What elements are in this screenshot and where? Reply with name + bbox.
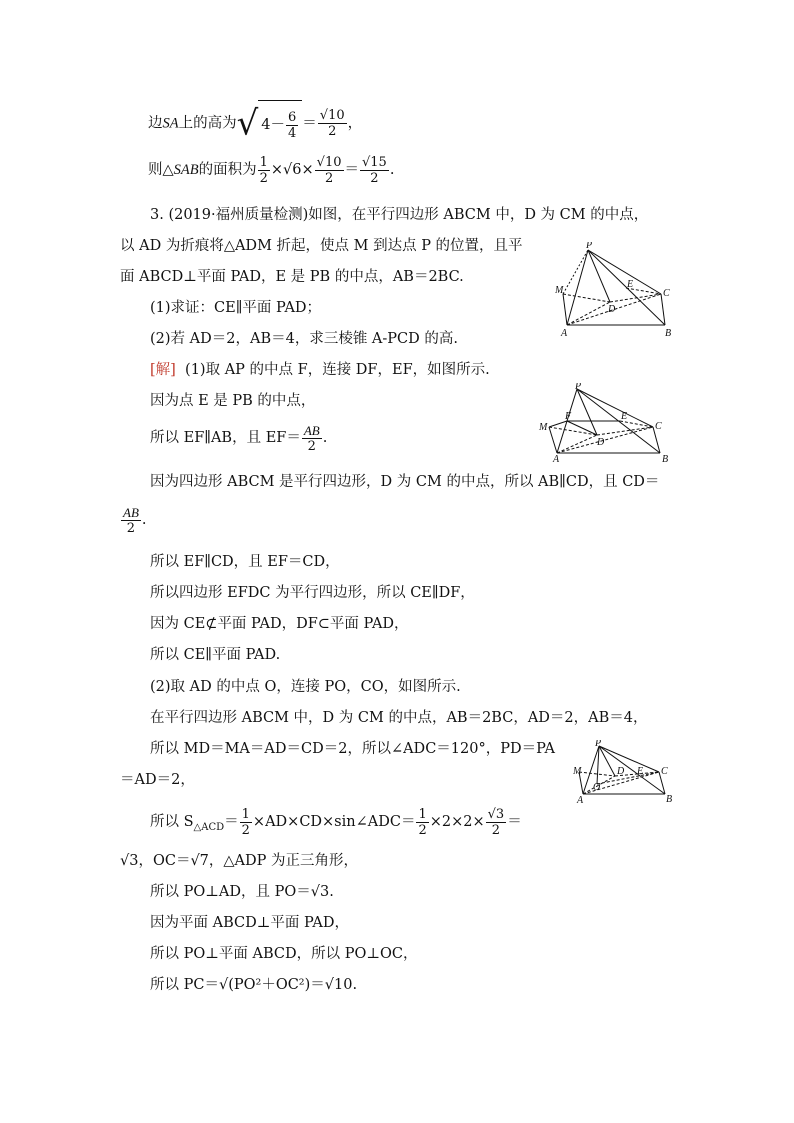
label-B: B [666,794,673,805]
solution-line-5: $\frac{AB}{2}$ . [123,504,147,536]
label-M: M [539,422,548,433]
area-line: 则△SAB的面积为 $\frac{1}{2}$ ×√6× $\frac{√10}{2}$ ＝ $\frac{√15}{2}$ . [148,154,395,186]
question-2: (2)若 AD＝2，AB＝4，求三棱锥 A-PCD 的高. [150,331,458,347]
solution-line-9: 所以 CE∥平面 PAD. [150,647,281,663]
label-M: M [573,766,582,777]
solution-line-12: 所以 MD＝MA＝AD＝CD＝2，所以∠ADC＝120°，PD＝PA [150,741,555,757]
label-E: E [621,411,628,422]
label-M: M [555,285,564,296]
label-D: D [608,304,616,315]
label-O: O [593,782,601,793]
label-C: C [661,766,668,777]
solution-line-1: [解] (1)取 AP 的中点 F，连接 DF，EF，如图所示. [150,362,490,378]
question-1: (1)求证：CE∥平面 PAD； [150,300,322,316]
solution-line-2: 因为点 E 是 PB 的中点， [150,393,316,409]
label-E: E [627,279,634,290]
label-F: F [565,411,572,422]
figure-1-diagram [555,242,685,342]
solution-line-14: 所以 $S_{\triangle ACD}=$ $\frac{1}{2}$ ×AD×CD×sin∠ADC＝ $\frac{1}{2}$ ×2×2× $\frac{√3}{2}$ ＝ [150,806,522,838]
label-B: B [662,454,669,463]
solution-line-16: 所以 PO⊥AD，且 PO＝√3. [150,884,334,900]
height-line: 边SA上的高为√ 4－ $\frac{6}{4}$ ＝ $\frac{√10}{2}$ ， [148,100,362,144]
solution-line-3: 所以 EF∥AB，且 EF＝ $\frac{AB}{2}$ . [150,422,328,454]
problem-line-1: 3. (2019·福州质量检测)如图，在平行四边形 ABCM 中，D 为 CM 的中点， [150,207,649,223]
solution-line-7: 所以四边形 EFDC 为平行四边形，所以 CE∥DF， [150,585,475,601]
figure-3-diagram [573,740,678,805]
solution-tag: [解] [150,362,176,378]
sqrt-expression: √ 4－ $\frac{6}{4}$ [237,100,303,147]
problem-line-2: 以 AD 为折痕将△ADM 折起，使点 M 到达点 P 的位置，且平 [120,238,523,254]
label-C: C [663,288,670,299]
solution-line-6: 所以 EF∥CD，且 EF＝CD， [150,554,340,570]
solution-line-11: 在平行四边形 ABCM 中，D 为 CM 的中点，AB＝2BC，AD＝2，AB＝4， [150,710,648,726]
solution-line-10: (2)取 AD 的中点 O，连接 PO，CO，如图所示. [150,679,461,695]
solution-line-13: ＝AD＝2， [120,772,195,788]
figure-2-diagram [535,383,675,463]
label-A: A [577,795,584,805]
problem-line-3: 面 ABCD⊥平面 PAD，E 是 PB 的中点，AB＝2BC. [120,269,464,285]
solution-line-4: 因为四边形 ABCM 是平行四边形，D 为 CM 的中点，所以 AB∥CD，且 CD＝ [150,474,660,490]
label-P: P [595,740,602,749]
solution-line-19: 所以 PC＝√(PO²＋OC²)＝√10. [150,977,358,993]
label-C: C [655,421,662,432]
label-B: B [665,328,672,339]
label-A: A [553,454,560,463]
label-D: D [597,437,605,448]
label-E: E [637,766,644,777]
label-P: P [586,242,593,251]
label-P: P [575,383,582,392]
label-D: D [617,766,625,777]
label-A: A [561,328,568,339]
solution-line-15: √3，OC＝√7，△ADP 为正三角形， [120,853,359,869]
solution-line-18: 所以 PO⊥平面 ABCD，所以 PO⊥OC， [150,946,418,962]
solution-line-17: 因为平面 ABCD⊥平面 PAD， [150,915,349,931]
solution-line-8: 因为 CE⊄平面 PAD，DF⊂平面 PAD， [150,616,409,632]
fraction: $\frac{√10}{2}$ [319,108,345,139]
